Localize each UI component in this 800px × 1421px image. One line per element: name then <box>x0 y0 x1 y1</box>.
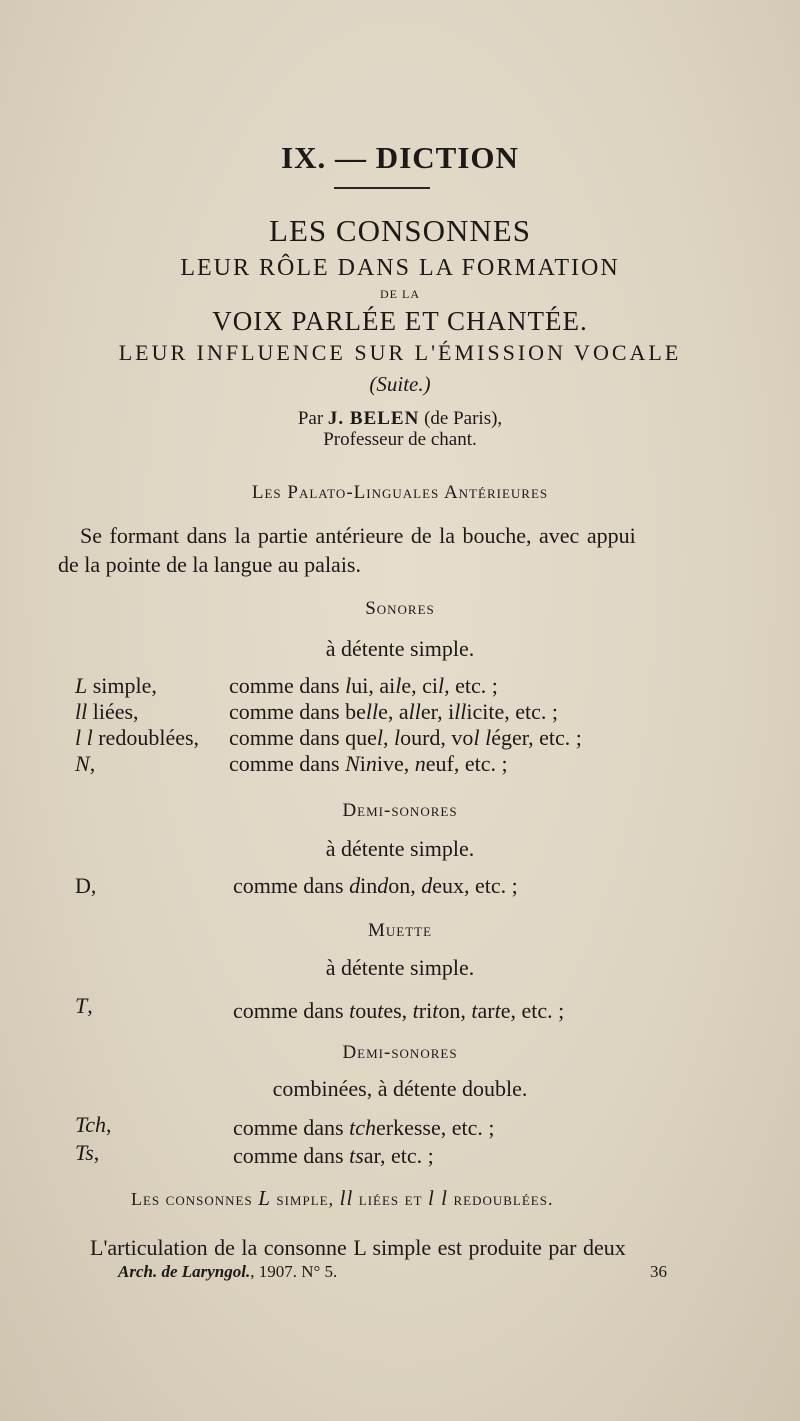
row-label-text: liées, <box>87 699 139 724</box>
example-letter: t <box>471 998 478 1023</box>
example-letter: n <box>365 751 377 776</box>
row-label-italic: L <box>75 673 88 698</box>
author-role: Professeur de chant. <box>323 429 477 450</box>
section2-italic-3: l l <box>428 1186 448 1210</box>
row-label <box>75 1140 99 1166</box>
row-description <box>229 725 582 751</box>
example-text: , <box>382 725 394 750</box>
row-label <box>75 673 157 699</box>
example-text: on, <box>388 873 422 898</box>
example-text: e, etc. ; <box>500 998 565 1023</box>
example-text: éger, etc. ; <box>491 725 582 750</box>
example-text: ive, <box>376 751 415 776</box>
row-label <box>75 751 95 777</box>
example-text: , etc. ; <box>444 673 498 698</box>
example-letter: t <box>494 998 501 1023</box>
example-letter: l <box>473 725 480 750</box>
row-label-text: D, <box>75 873 97 898</box>
row-label <box>75 725 199 751</box>
author-name: J. BELEN <box>327 408 420 429</box>
example-letter: l <box>395 673 402 698</box>
example-text: e, ci <box>401 673 438 698</box>
example-text: comme dans <box>233 998 350 1023</box>
section2-text-2: simple, <box>270 1189 340 1209</box>
group-sub-sonores: à détente simple. <box>325 636 475 661</box>
row-label-italic: l l <box>75 725 93 750</box>
example-text: er, i <box>420 699 455 724</box>
example-text: comme dans <box>233 1115 350 1140</box>
author-place: (de Paris), <box>424 408 503 429</box>
example-text: ui, ai <box>351 673 396 698</box>
footer-ref-detail: , 1907. N° 5. <box>250 1262 338 1281</box>
example-text: comme dans <box>233 873 350 898</box>
footer-reference <box>118 1262 337 1282</box>
page-number: 36 <box>650 1262 667 1281</box>
example-letter: l <box>485 725 492 750</box>
example-letter: ll <box>408 699 421 724</box>
byline-prefix: Par <box>297 408 324 429</box>
example-text: comme dans que <box>229 725 377 750</box>
chapter-heading: IX. — DICTION <box>281 140 519 175</box>
group-sub-muette: à détente simple. <box>325 955 475 980</box>
example-text: ar, etc. ; <box>363 1143 434 1168</box>
example-text: es, <box>383 998 413 1023</box>
row-label-text: , <box>87 993 93 1018</box>
group-sub-demi-sonores: à détente simple. <box>325 836 475 861</box>
title-line-1: LES CONSONNES <box>269 213 531 248</box>
example-letter: l <box>438 673 445 698</box>
row-label-italic: ll <box>75 699 88 724</box>
example-letter: t <box>377 998 384 1023</box>
chapter-rule <box>334 187 430 189</box>
group-heading-demi-sonores-combinees: Demi-sonores <box>342 1042 458 1063</box>
example-letter: ll <box>365 699 379 724</box>
row-label-italic: Ts <box>75 1140 94 1165</box>
row-label <box>75 699 139 725</box>
intro-line-1: Se formant dans la partie antérieure de la bouche, avec appui <box>80 523 636 548</box>
suite-label: (Suite.) <box>369 372 431 396</box>
row-label <box>75 993 93 1019</box>
section-heading-1: Les Palato-Linguales Antérieures <box>251 482 549 503</box>
row-label-text: simple, <box>87 673 157 698</box>
row-label <box>75 873 96 899</box>
example-text: in <box>360 873 378 898</box>
example-letter: l <box>393 725 401 750</box>
example-letter: tch <box>349 1115 376 1140</box>
row-description <box>229 673 498 699</box>
title-line-5: LEUR INFLUENCE SUR L'ÉMISSION VOCALE <box>118 340 682 365</box>
group-heading-demi-sonores: Demi-sonores <box>342 800 458 821</box>
example-letter: ll <box>454 699 467 724</box>
title-line-4: VOIX PARLÉE ET CHANTÉE. <box>212 306 588 336</box>
row-label-text: redoublées, <box>92 725 200 750</box>
section2-italic-2: ll <box>339 1186 354 1210</box>
section2-text-1: Les consonnes <box>131 1189 259 1209</box>
group-heading-sonores: Sonores <box>365 598 435 619</box>
example-letter: d <box>349 873 361 898</box>
example-text: eux, etc. ; <box>432 873 518 898</box>
example-text: comme dans be <box>229 699 366 724</box>
row-description <box>229 699 558 725</box>
row-label-text: , <box>89 751 96 776</box>
group-heading-muette: Muette <box>367 920 433 941</box>
footer-journal: Arch. de Laryngol. <box>118 1262 251 1281</box>
title-line-6 <box>0 372 800 397</box>
example-letter: d <box>421 873 433 898</box>
example-letter: t <box>412 998 419 1023</box>
row-description <box>233 998 564 1024</box>
title-line-3: DE LA <box>380 287 420 301</box>
example-text: erkesse, etc. ; <box>375 1115 495 1140</box>
example-letter: t <box>432 998 439 1023</box>
example-text: comme dans <box>233 1143 350 1168</box>
example-text: ar <box>477 998 495 1023</box>
section-heading-2 <box>131 1186 553 1211</box>
example-text: comme dans <box>229 751 346 776</box>
example-text: euf, etc. ; <box>425 751 508 776</box>
example-letter: ts <box>349 1143 364 1168</box>
row-description <box>233 1143 434 1169</box>
body-last-line: L'articulation de la consonne L simple est produite par deux <box>90 1235 626 1260</box>
example-text: ourd, vo <box>400 725 474 750</box>
row-label-text: , <box>105 1112 112 1137</box>
example-letter: d <box>377 873 389 898</box>
example-text: comme dans <box>229 673 346 698</box>
row-label-italic: Tch <box>75 1112 106 1137</box>
example-text: on, <box>438 998 472 1023</box>
title-line-2: LEUR RÔLE DANS LA FORMATION <box>180 255 620 281</box>
section2-italic-1: L <box>258 1186 271 1210</box>
example-text: i <box>359 751 366 776</box>
example-letter: t <box>349 998 356 1023</box>
row-label <box>75 1112 111 1138</box>
example-text: e, a <box>378 699 409 724</box>
byline <box>0 408 800 430</box>
section2-text-4: redoublées. <box>447 1189 554 1209</box>
intro-line-2: de la pointe de la langue au palais. <box>58 552 361 577</box>
section2-text-3: liées et <box>353 1189 429 1209</box>
example-letter: N <box>345 751 360 776</box>
row-label-italic: N <box>75 751 90 776</box>
example-text: ri <box>418 998 433 1023</box>
row-label-italic: T <box>75 993 88 1018</box>
example-text: icite, etc. ; <box>466 699 559 724</box>
example-letter: n <box>414 751 426 776</box>
example-letter: l <box>345 673 352 698</box>
row-description <box>233 873 518 899</box>
group-sub-demi-sonores-combinees: combinées, à détente double. <box>272 1076 528 1101</box>
example-text: ou <box>355 998 378 1023</box>
row-description <box>233 1115 494 1141</box>
example-letter: l <box>376 725 383 750</box>
row-description <box>229 751 508 777</box>
row-label-text: , <box>93 1140 100 1165</box>
